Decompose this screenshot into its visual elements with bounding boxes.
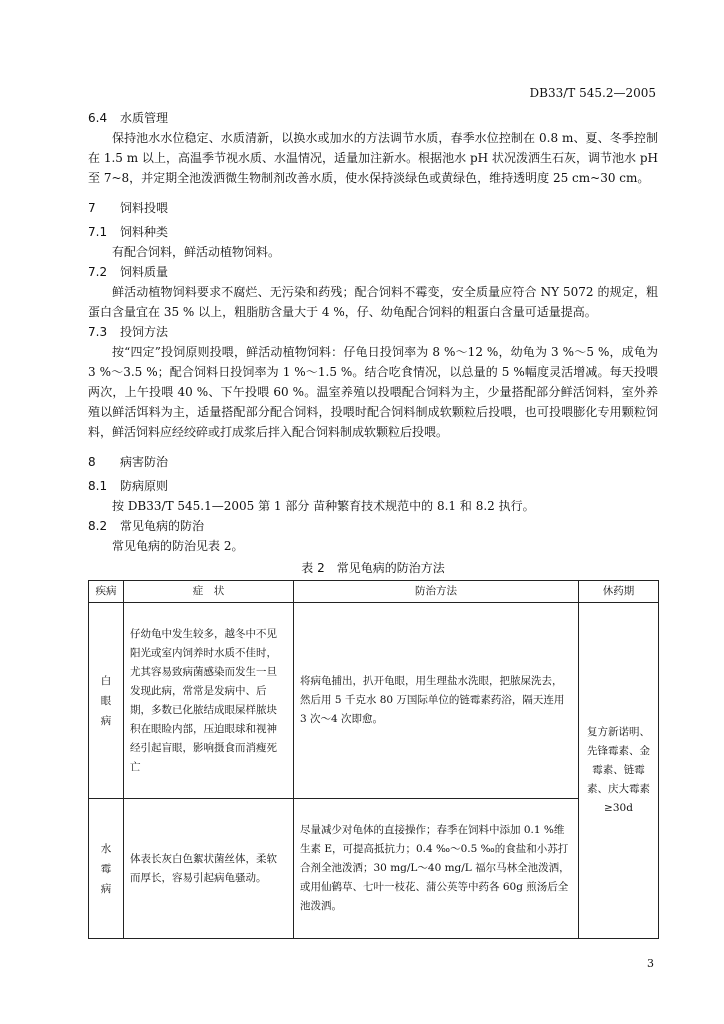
table-row [89,603,659,799]
table-row [89,799,659,939]
section-6-4-heading: 6.4 水质管理 [88,111,169,125]
standard-code: DB33/T 545.2—2005 [529,86,656,100]
section-6-4-text: 保持池水水位稳定、水质清新，以换水或加水的方法调节水质，春季水位控制在 0.8 m、夏、冬季控制在 1.5 m 以上，高温季节视水质、水温情况，适量加注新水。根据池水 pH 状况泼洒生石灰，调节池水 pH 至 7~8，并定期全池泼洒微生物制剂改善水质，使水保持淡绿色或黄绿色，维持透明度 25 cm~30 cm。 [88,131,658,185]
disease-cell: 白眼病 [89,603,124,799]
symptom-cell: 体表长灰白色絮状菌丝体，柔软而厚长，容易引起病龟骚动。 [124,799,294,939]
header-disease: 疾病 [89,581,124,603]
withdrawal-drugs: 复方新诺明、先锋霉素、金霉素、链霉素、庆大霉素 [587,726,650,795]
section-7-heading: 7 饲料投喂 [88,201,169,215]
symptom-cell: 仔幼龟中发生较多，越冬中不见阳光或室内饲养时水质不佳时，尤其容易致病菌感染而发生一旦发现此病，常常是发病中、后期，多数已化脓结成眼屎样脓块积在眼睑内部，压迫眼球和视神经引起盲眼，影响摄食而消瘦死亡 [124,603,294,799]
header-symptom: 症 状 [124,581,294,603]
disease-cell: 水霉病 [89,799,124,939]
section-7-1-text: 有配合饲料，鲜活动植物饲料。 [112,245,281,259]
disease-table [88,580,659,939]
section-7-3-heading: 7.3 投饲方法 [88,325,169,339]
section-8-1-text: 按 DB33/T 545.1—2005 第 1 部分 苗种繁育技术规范中的 8.1 和 8.2 执行。 [112,499,535,513]
withdrawal-days: ≥30d [604,802,633,814]
section-8-2-heading: 8.2 常见龟病的防治 [88,519,205,533]
section-8-heading: 8 病害防治 [88,455,169,469]
section-7-3-text: 按“四定”投饲原则投喂，鲜活动植物饲料：仔龟日投饲率为 8 %～12 %，幼龟为 3 %～5 %，成龟为 3 %～3.5 %；配合饲料日投饲率为 1 %～1.5 %。结合吃食情况，以总量的 5 %幅度灵活增减。每天投喂两次，上午投喂 40 %、下午投喂 60 %。温室养殖以投喂配合饲料为主，少量搭配部分鲜活饲料，室外养殖以鲜活饵料为主，适量搭配部分配合饲料，投喂时配合饲料制成软颗粒后投喂，也可投喂膨化专用颗粒饲料，鲜活饲料应经绞碎或打成浆后拌入配合饲料制成软颗粒后投喂。 [88,345,658,439]
page-number: 3 [647,957,654,970]
method-cell: 尽量减少对龟体的直接操作；春季在饲料中添加 0.1 %维生素 E，可提高抵抗力；0.4 ‰～0.5 ‰的食盐和小苏打合剂全池泼洒；30 mg/L～40 mg/L 福尔马林全池泼洒，或用仙鹤草、七叶一枝花、蒲公英等中药各 60g 煎汤后全池泼洒。 [294,799,579,939]
table-title: 表 2 常见龟病的防治方法 [301,561,445,575]
table-header-row [89,581,659,603]
method-cell: 将病龟捕出，扒开龟眼，用生理盐水洗眼，把脓屎洗去，然后用 5 千克水 80 万国际单位的链霉素药浴，隔天连用 3 次～4 次即愈。 [294,603,579,799]
header-method: 防治方法 [294,581,579,603]
section-7-2-text: 鲜活动植物饲料要求不腐烂、无污染和药残；配合饲料不霉变，安全质量应符合 NY 5072 的规定，粗蛋白含量宜在 35 % 以上，粗脂肪含量大于 4 %，仔、幼龟配合饲料的粗蛋白含量可适量提高。 [88,285,658,319]
section-8-1-heading: 8.1 防病原则 [88,479,169,493]
withdrawal-cell [579,603,659,939]
header-withdrawal: 休药期 [579,581,659,603]
section-7-1-heading: 7.1 饲料种类 [88,225,169,239]
document-body [88,108,658,578]
section-7-2-heading: 7.2 饲料质量 [88,265,169,279]
section-8-2-text: 常见龟病的防治见表 2。 [112,539,244,553]
